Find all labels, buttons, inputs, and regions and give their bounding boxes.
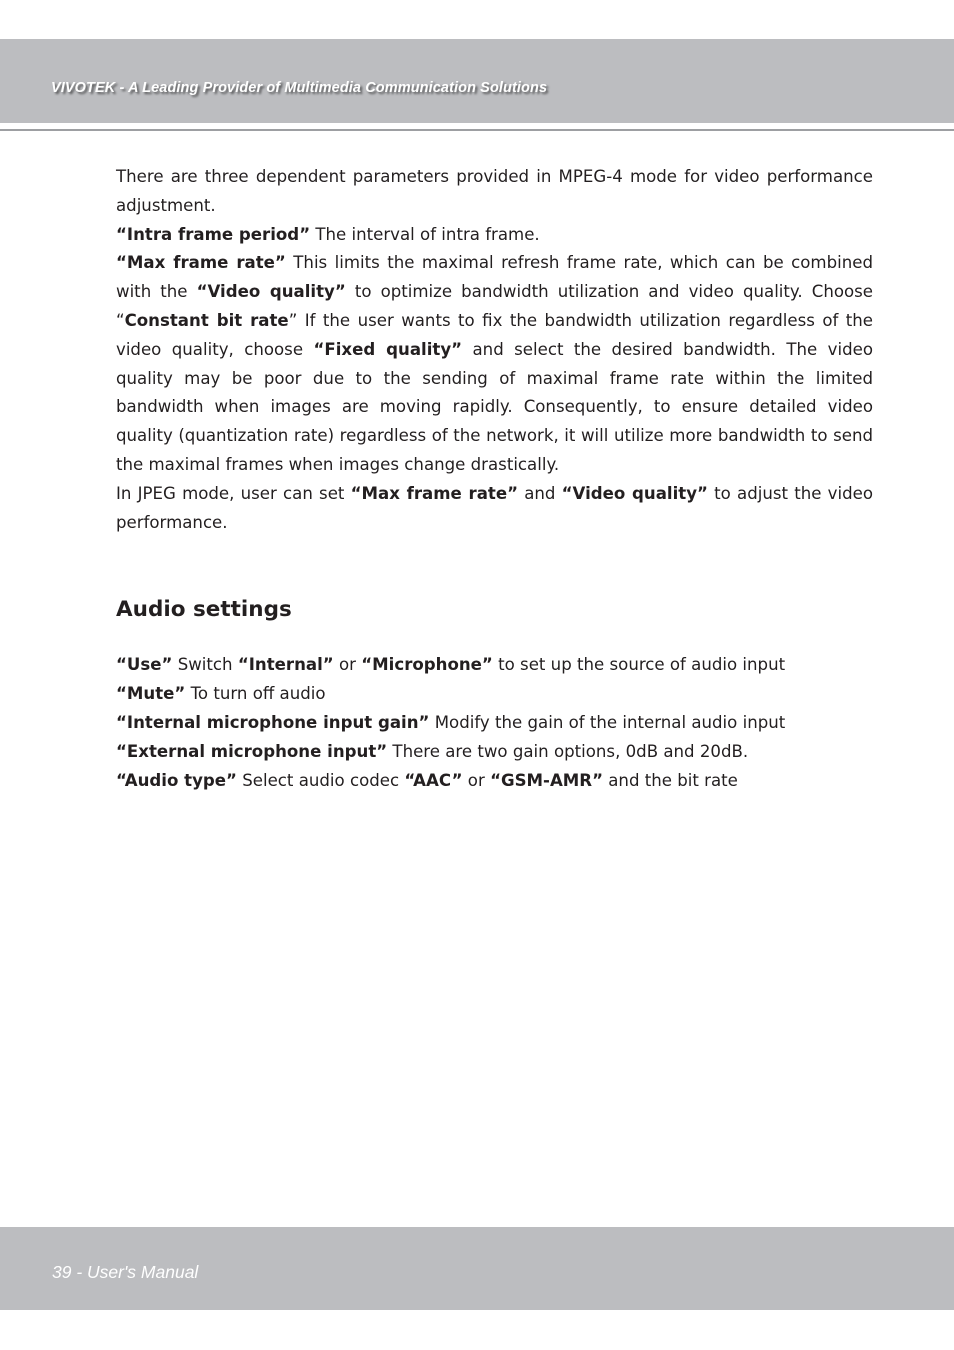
audio-mute-item xyxy=(116,680,873,709)
jpeg-mode-paragraph xyxy=(116,480,873,538)
max-frame-rate-term: “Max frame rate” xyxy=(116,253,286,273)
fixed-quality-term: “Fixed quality” xyxy=(313,339,463,359)
intra-frame-period-text: The interval of intra frame. xyxy=(310,224,540,244)
jpeg-text-1: In JPEG mode, user can set xyxy=(116,483,351,503)
max-frame-rate-paragraph xyxy=(116,249,873,479)
audio-type-term: “Audio type” xyxy=(116,770,237,790)
external-input-term: “External microphone input” xyxy=(116,741,388,761)
max-frame-rate-text-4: and select the desired bandwidth. The video quality may be poor due to the sending of maximal frame rate within the limited bandwidth when images are moving rapidly. Consequently, to ensure detailed video quality (quantization rate) regardless of the network, it will utilize more bandwidth to send the maximal frames when images change drastically. xyxy=(116,339,873,474)
audio-settings-heading: Audio settings xyxy=(116,597,292,623)
gsm-amr-term: “GSM-AMR” xyxy=(490,770,603,790)
jpeg-text-2: and xyxy=(518,483,562,503)
mute-text: To turn off audio xyxy=(185,684,326,704)
use-text-2: or xyxy=(333,655,362,675)
audio-type-text-1: Select audio codec xyxy=(236,770,405,790)
use-term: “Use” xyxy=(116,655,173,675)
video-quality-term: “Video quality” xyxy=(196,282,346,302)
internal-gain-text: Modify the gain of the internal audio input xyxy=(429,712,786,732)
jpeg-text-3: to adjust the video performance. xyxy=(116,483,874,532)
audio-type-text-2: or xyxy=(462,770,491,790)
use-text-3: to set up the source of audio input xyxy=(492,655,786,675)
audio-type-text-3: and the bit rate xyxy=(602,770,738,790)
microphone-term: “Microphone” xyxy=(361,655,493,675)
aac-term: “AAC” xyxy=(404,770,463,790)
audio-use-item xyxy=(116,651,873,680)
external-input-text: There are two gain options, 0dB and 20dB. xyxy=(387,741,749,761)
internal-gain-term: “Internal microphone input gain” xyxy=(116,712,430,732)
max-frame-rate-text-2: to optimize bandwidth utilization and video quality. Choose “ xyxy=(116,282,873,330)
jpeg-video-quality-term: “Video quality” xyxy=(561,483,708,503)
audio-external-input-item xyxy=(116,738,873,767)
intra-frame-period-term: “Intra frame period” xyxy=(116,224,311,244)
header-title: VIVOTEK - A Leading Provider of Multimedia Communication Solutions xyxy=(51,80,548,96)
internal-term: “Internal” xyxy=(237,655,334,675)
mute-term: “Mute” xyxy=(116,684,186,704)
constant-bit-rate-term: Constant bit rate xyxy=(124,310,289,330)
audio-internal-gain-item xyxy=(116,709,873,738)
audio-type-item xyxy=(116,767,873,796)
page-content xyxy=(116,163,873,795)
header-divider xyxy=(0,129,954,131)
use-text-1: Switch xyxy=(172,655,238,675)
jpeg-max-frame-rate-term: “Max frame rate” xyxy=(350,483,518,503)
max-frame-rate-text-1: This limits the maximal refresh frame rate, which can be combined with the xyxy=(116,253,873,302)
intra-frame-period-paragraph xyxy=(116,221,873,250)
audio-settings-list xyxy=(116,651,873,795)
page-number-footer: 39 - User's Manual xyxy=(52,1262,199,1282)
intro-paragraph: There are three dependent parameters provided in MPEG-4 mode for video performance adjustment. xyxy=(116,167,873,215)
max-frame-rate-text-3: ” If the user wants to fix the bandwidth utilization regardless of the video quality, choose xyxy=(116,310,874,359)
